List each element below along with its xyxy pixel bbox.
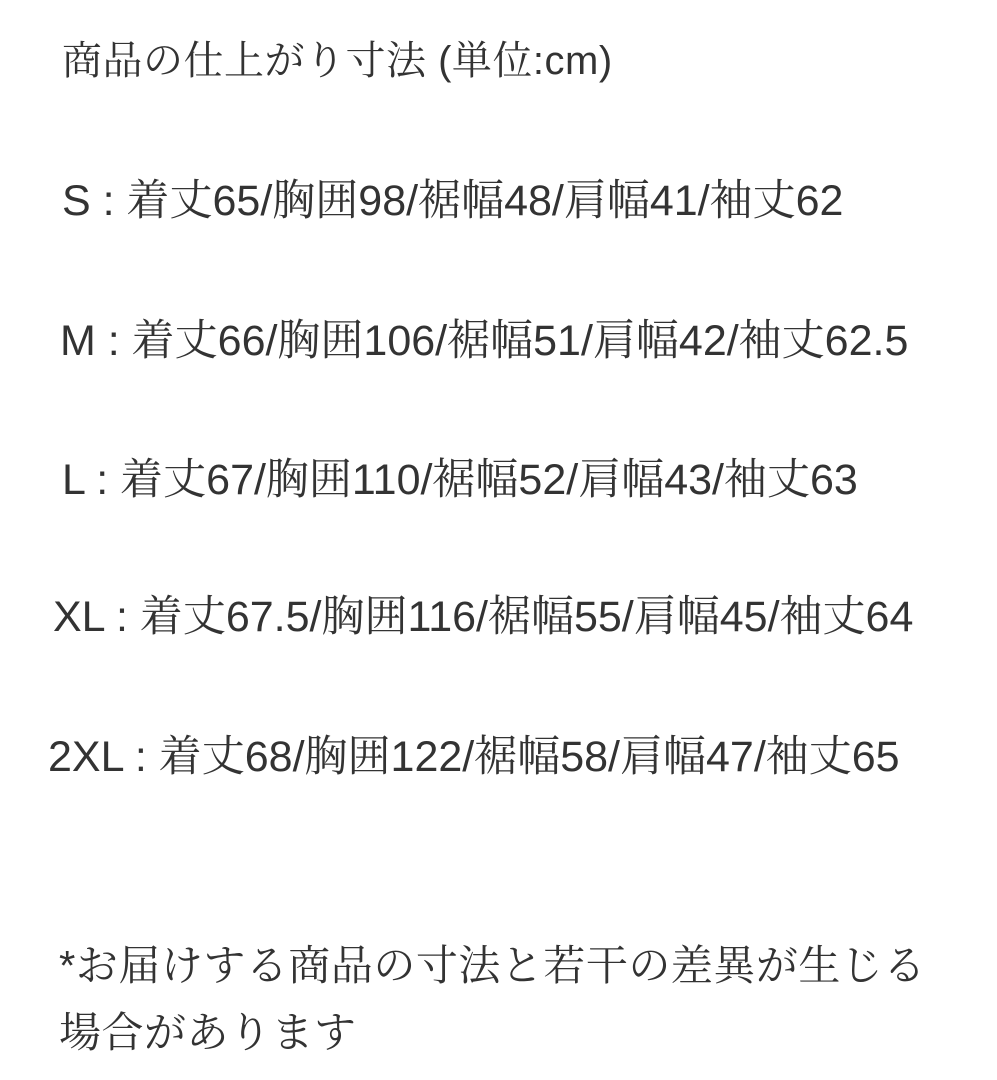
size-row-l: L : 着丈67/胸囲110/裾幅52/肩幅43/袖丈63 [62, 456, 858, 504]
size-row-s: S : 着丈65/胸囲98/裾幅48/肩幅41/袖丈62 [62, 177, 844, 225]
size-row-xl: XL : 着丈67.5/胸囲116/裾幅55/肩幅45/袖丈64 [53, 593, 914, 641]
footnote-line-2: 場合があります [59, 1009, 357, 1056]
size-row-2xl: 2XL : 着丈68/胸囲122/裾幅58/肩幅47/袖丈65 [48, 733, 900, 781]
size-row-m: M : 着丈66/胸囲106/裾幅51/肩幅42/袖丈62.5 [60, 317, 909, 365]
page-title: 商品の仕上がり寸法 (単位:cm) [62, 39, 613, 83]
footnote [59, 932, 926, 1066]
footnote-line-1: *お届けする商品の寸法と若干の差異が生じる [59, 942, 926, 989]
